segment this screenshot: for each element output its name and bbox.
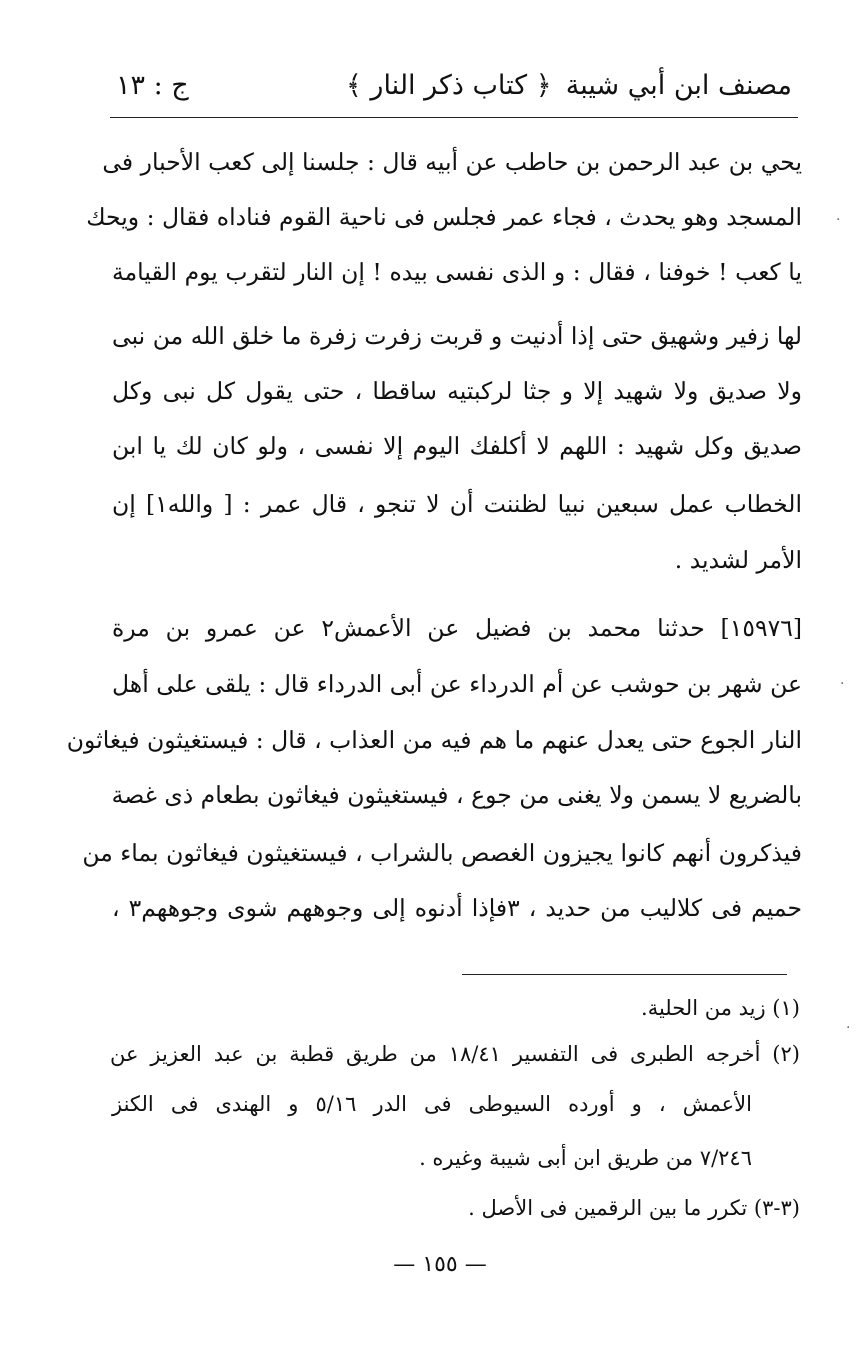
text-line: بالضريع لا يسمن ولا يغنى من جوع ، فيستغيثون فيغاثون بطعام ذى غصة — [111, 781, 802, 809]
text-line: يحي بن عبد الرحمن بن حاطب عن أبيه قال : جلسنا إلى كعب الأحبار فى — [102, 148, 802, 176]
footnote: (٢) أخرجه الطبرى فى التفسير ١٨/٤١ من طريق قطبة بن عبد العزيز عن — [110, 1042, 800, 1066]
margin-speck: · — [836, 212, 841, 228]
footnote-continuation: الأعمش ، و أورده السيوطى فى الدر ٥/١٦ و الهندى فى الكنز — [112, 1092, 752, 1116]
header-book-name: ﴿ كتاب ذكر النار ﴾ — [346, 70, 552, 101]
margin-speck: · — [846, 1020, 851, 1036]
header-title: مصنف ابن أبي شيبة — [565, 70, 792, 101]
text-line: حميم فى كلاليب من حديد ، ٣فإذا أدنوه إلى وجوههم شوى وجوههم٣ ، — [112, 894, 802, 922]
running-header — [110, 62, 798, 114]
margin-speck: · — [840, 676, 845, 692]
text-line: الخطاب عمل سبعين نبيا لظننت أن لا تنجو ، قال عمر : [ والله١] إن — [112, 490, 802, 518]
text-line: النار الجوع حتى يعدل عنهم ما هم فيه من العذاب ، قال : فيستغيثون فيغاثون — [66, 726, 802, 754]
footnote-rule — [462, 974, 787, 975]
text-line: فيذكرون أنهم كانوا يجيزون الغصص بالشراب ، فيستغيثون فيغاثون بماء من — [82, 839, 802, 867]
footnote: (٣-٣) تكرر ما بين الرقمين فى الأصل . — [468, 1196, 800, 1220]
text-line: الأمر لشديد . — [674, 546, 802, 574]
text-line: يا كعب ! خوفنا ، فقال : و الذى نفسى بيده ! إن النار لتقرب يوم القيامة — [112, 258, 802, 286]
hadith-heading-line: [١٥٩٧٦] حدثنا محمد بن فضيل عن الأعمش٢ عن عمرو بن مرة — [112, 614, 802, 642]
text-line: لها زفير وشهيق حتى إذا أدنيت و قربت زفرت زفرة ما خلق الله من نبى — [112, 322, 802, 350]
text-line: المسجد وهو يحدث ، فجاء عمر فجلس فى ناحية القوم فناداه فقال : ويحك — [86, 203, 802, 231]
text-line: عن شهر بن حوشب عن أم الدرداء عن أبى الدرداء قال : يلقى على أهل — [112, 670, 802, 698]
header-rule — [110, 117, 798, 118]
footnote: (١) زيد من الحلية. — [641, 996, 800, 1020]
text-line: صديق وكل شهيد : اللهم لا أكلفك اليوم إلا نفسى ، ولو كان لك يا ابن — [112, 432, 802, 460]
header-volume: ج : ١٣ — [116, 70, 189, 101]
text-line: ولا صديق ولا شهيد إلا و جثا لركبتيه ساقطا ، حتى يقول كل نبى وكل — [112, 377, 802, 405]
footnote-continuation: ٧/٢٤٦ من طريق ابن أبى شيبة وغيره . — [419, 1146, 752, 1170]
page-number: — ١٥٥ — — [393, 1252, 487, 1277]
